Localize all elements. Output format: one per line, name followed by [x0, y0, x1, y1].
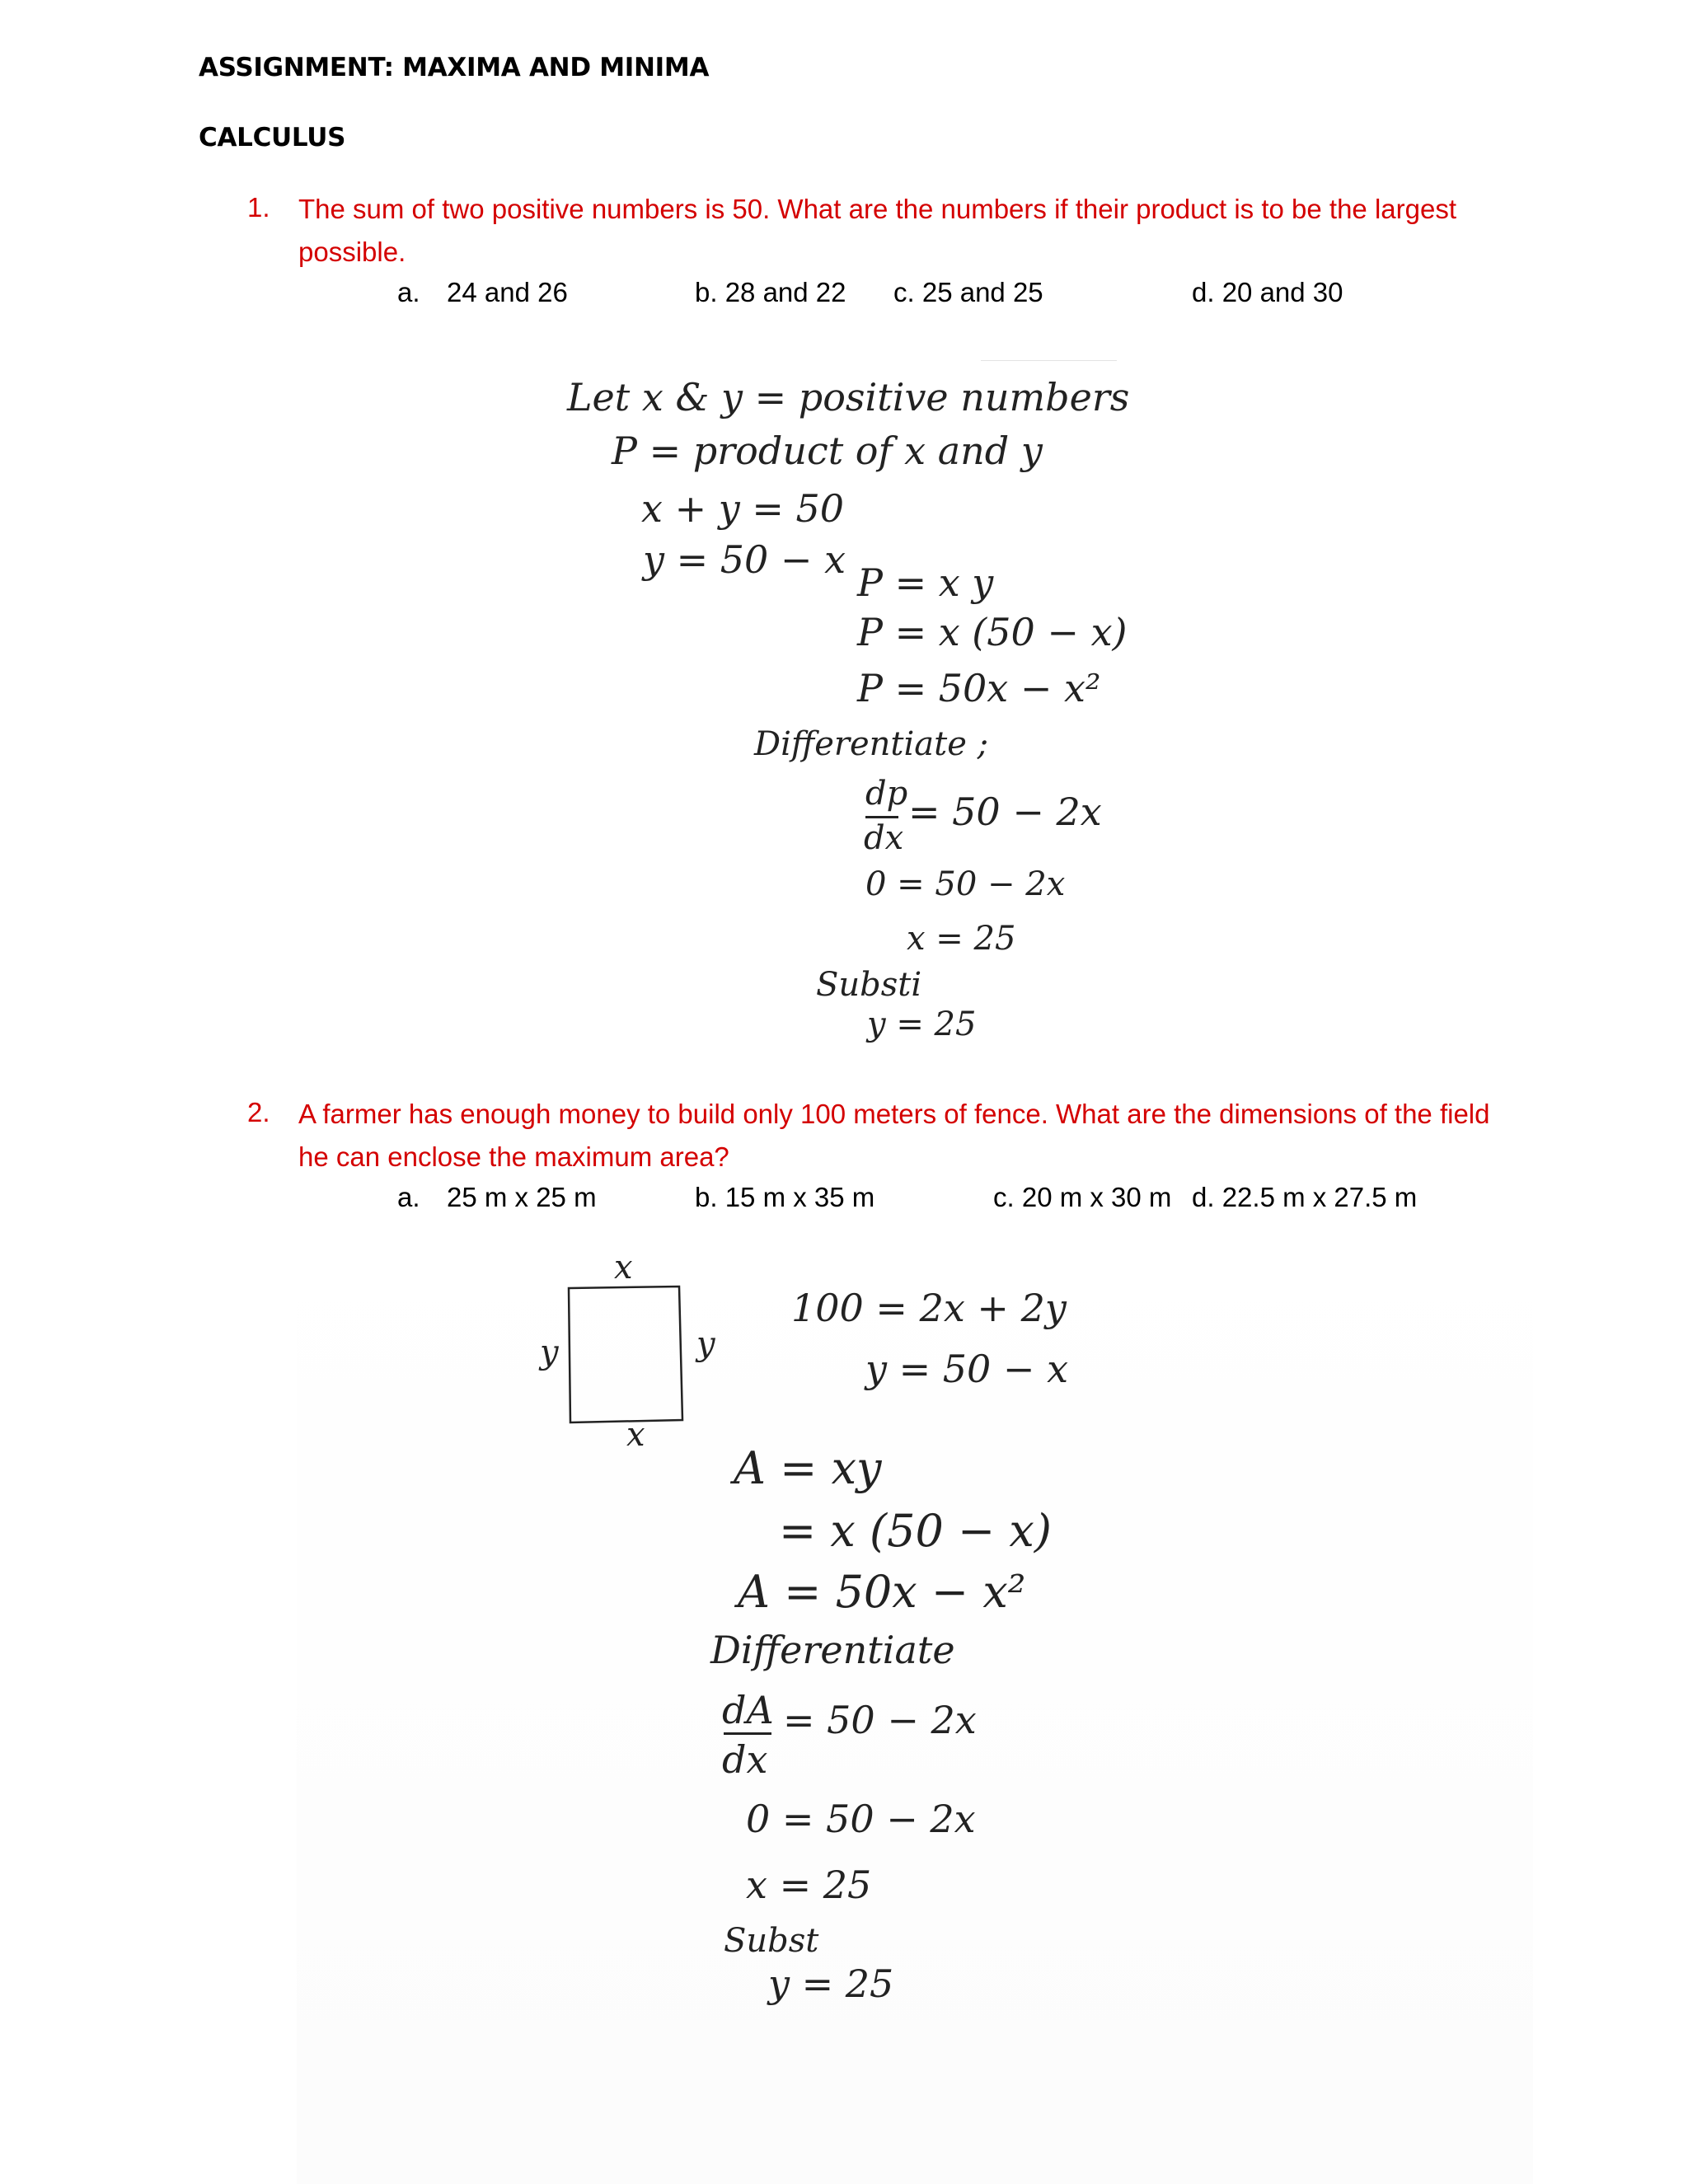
q2-option-a: 25 m x 25 m [447, 1182, 597, 1212]
q2-derivative-numerator: dA [722, 1688, 774, 1732]
q1-work-line: y = 50 − x [643, 537, 846, 582]
q2-work-line: x = 25 [746, 1863, 872, 1907]
q1-option-a: 24 and 26 [447, 277, 568, 307]
q1-option-d: d. 20 and 30 [1192, 277, 1343, 307]
q1-option-a-letter: a. [397, 277, 420, 307]
q2-derivative-denominator: dx [722, 1737, 768, 1782]
q1-work-line: Substi [816, 966, 922, 1004]
figure-label-top: x [614, 1249, 633, 1286]
q2-option-d: d. 22.5 m x 27.5 m [1192, 1182, 1418, 1212]
q2-option-a-letter: a. [397, 1182, 420, 1212]
q2-work-line: y = 25 [768, 1961, 894, 2006]
q1-work-line: Let x & y = positive numbers [567, 375, 1130, 419]
q2-work-line: y = 50 − x [865, 1347, 1069, 1391]
question-2-text: A farmer has enough money to build only 100 meters of fence. What are the dimensions of the field he can enclose the maximum area? [298, 1099, 1490, 1172]
q2-option-c: c. 20 m x 30 m [993, 1182, 1172, 1212]
q1-work-line: Differentiate ; [754, 725, 989, 763]
q1-work-line: = 50 − 2x [908, 790, 1102, 834]
assignment-title: ASSIGNMENT: MAXIMA AND MINIMA [199, 53, 710, 82]
figure-label-left: y [540, 1333, 559, 1371]
q2-work-line: 100 = 2x + 2y [791, 1286, 1067, 1330]
q2-work-line: A = 50x − x² [738, 1566, 1026, 1618]
q1-option-c: c. 25 and 25 [893, 277, 1043, 307]
q1-derivative-denominator: dx [864, 819, 904, 857]
q2-option-b: b. 15 m x 35 m [695, 1182, 875, 1212]
q2-work-line: = 50 − 2x [783, 1698, 977, 1742]
question-1-number: 1. [247, 192, 270, 223]
field-rectangle [569, 1286, 682, 1422]
q1-work-line: P = product of x and y [612, 429, 1043, 473]
q1-fraction-bar [865, 816, 898, 818]
q1-derivative-numerator: dp [865, 775, 908, 813]
q2-work-line: Subst [724, 1922, 819, 1960]
q1-work-line: P = 50x − x² [857, 666, 1101, 710]
figure-label-right: y [696, 1325, 715, 1363]
q2-work-line: A = xy [734, 1442, 882, 1494]
q2-fraction-bar [724, 1732, 771, 1735]
q2-work-line: Differentiate [710, 1628, 955, 1672]
question-2-number: 2. [247, 1097, 270, 1127]
q1-work-line: 0 = 50 − 2x [865, 865, 1066, 903]
scan-artifact-line [981, 360, 1117, 361]
question-1-text: The sum of two positive numbers is 50. What are the numbers if their product is to be the largest possible. [298, 194, 1456, 267]
q1-work-line: P = x y [857, 560, 994, 605]
q1-work-line: y = 25 [867, 1005, 977, 1043]
figure-label-bottom: x [626, 1416, 645, 1454]
q1-work-line: x + y = 50 [641, 486, 845, 531]
subject-heading: CALCULUS [199, 123, 346, 152]
q1-work-line: P = x (50 − x) [857, 610, 1128, 654]
q1-option-b: b. 28 and 22 [695, 277, 846, 307]
q1-work-line: x = 25 [907, 920, 1016, 958]
q2-work-line: = x (50 − x) [779, 1505, 1052, 1557]
q2-work-line: 0 = 50 − 2x [746, 1797, 976, 1841]
